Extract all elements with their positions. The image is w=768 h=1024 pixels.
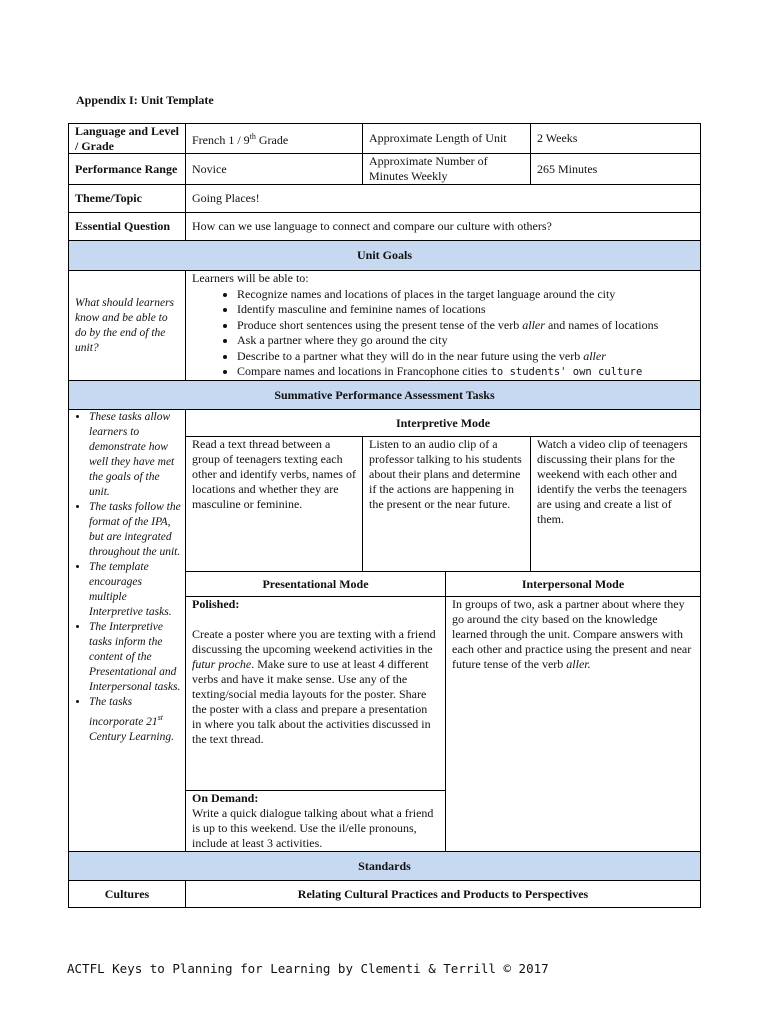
length-label: Approximate Length of Unit: [369, 131, 507, 145]
cultures-label-cell: [68, 880, 186, 908]
goal-item: • Recognize names and locations of places in the target language around the city: [237, 287, 694, 303]
cultures-value: Relating Cultural Practices and Products to Perspectives: [297, 886, 589, 901]
minutes-value-cell: [530, 153, 701, 185]
question-label-cell: [68, 212, 186, 241]
minutes-label-cell: [362, 153, 531, 185]
language-label: Language and Level / Grade: [75, 123, 180, 153]
minutes-value: 265 Minutes: [537, 161, 598, 176]
goal-item: • Compare names and locations in Francophone cities to students' own culture: [237, 364, 694, 381]
summative-notes-cell: [68, 409, 186, 852]
performance-value: Novice: [192, 161, 227, 176]
minutes-label: Approximate Number of Minutes Weekly: [369, 154, 488, 183]
ondemand-cell: [185, 790, 446, 852]
language-value-cell: [185, 123, 363, 154]
note-item: • The tasks incorporate 21st Century Learning.: [89, 695, 181, 745]
goals-list-cell: [185, 270, 701, 381]
page-title: Appendix I: Unit Template: [76, 93, 214, 107]
cultures-value-cell: [185, 880, 701, 908]
interpersonal-cell: [445, 596, 701, 852]
goal-item: • Describe to a partner what they will do in the near future using the verb aller: [237, 349, 694, 365]
length-value-cell: [530, 123, 701, 154]
standards-header: Standards: [68, 851, 701, 881]
note-item: • These tasks allow learners to demonstrate how well they have met the goals of the unit.: [89, 410, 181, 500]
goal-item: • Ask a partner where they go around the city: [237, 333, 694, 349]
length-value: 2 Weeks: [537, 131, 578, 145]
ondemand-label: On Demand:: [192, 791, 259, 805]
interpretive-task-2: Listen to an audio clip of a professor talking to his students about their plans and determine if the actions are happening in the present or the near future.: [362, 436, 531, 572]
summative-notes: [73, 410, 181, 745]
question-label: Essential Question: [75, 219, 171, 233]
language-value: French 1 / 9th Grade: [192, 132, 289, 147]
ondemand-text: Write a quick dialogue talking about what a friend is up to this weekend. Use the il/elle pronouns, include at least 3 activities.: [192, 806, 434, 850]
note-item: • The tasks follow the format of the IPA, but are integrated throughout the unit.: [89, 500, 181, 560]
performance-value-cell: [185, 153, 363, 185]
polished-label: Polished:: [192, 597, 240, 611]
interpretive-task-1: Read a text thread between a group of teenagers texting each other and identify verbs, names of locations and whether they are masculine or feminine.: [185, 436, 363, 572]
note-item: • The Interpretive tasks inform the content of the Presentational and Interpersonal tasks.: [89, 620, 181, 695]
summative-header: Summative Performance Assessment Tasks: [68, 380, 701, 410]
language-label-cell: [68, 123, 186, 154]
theme-value-cell: [185, 184, 701, 213]
question-value: How can we use language to connect and compare our culture with others?: [192, 219, 552, 233]
theme-label-cell: [68, 184, 186, 213]
length-label-cell: [362, 123, 531, 154]
polished-text: Create a poster where you are texting with a friend discussing the upcoming weekend activities in the futur proche. Make sure to use at least 4 different verbs and have it make sense. Use any of the texting/social media layouts for the poster. Share the poster with a class and prepare a presentation in where you talk about the activities discussed in the text thread.: [192, 627, 436, 746]
unit-goals-header: Unit Goals: [68, 240, 701, 271]
goal-item: • Identify masculine and feminine names of locations: [237, 302, 694, 318]
performance-label-cell: [68, 153, 186, 185]
goals-prompt-cell: [68, 270, 186, 381]
goals-list: [192, 287, 694, 381]
cultures-label: Cultures: [104, 886, 150, 901]
goals-intro: Learners will be able to:: [192, 271, 309, 285]
interpersonal-text: In groups of two, ask a partner about where they go around the city based on the knowledge learned through the unit. Compare answers with each other and practice using the present and near future tense of the verb aller.: [452, 597, 692, 671]
presentational-header: Presentational Mode: [185, 571, 446, 597]
interpretive-header: Interpretive Mode: [185, 409, 701, 437]
question-value-cell: [185, 212, 701, 241]
polished-cell: [185, 596, 446, 791]
interpersonal-header: Interpersonal Mode: [445, 571, 701, 597]
goals-prompt: What should learners know and be able to do by the end of the unit?: [75, 296, 175, 354]
goal-item: • Produce short sentences using the present tense of the verb aller and names of locations: [237, 318, 694, 334]
note-item: • The template encourages multiple Interpretive tasks.: [89, 560, 181, 620]
page-footer: ACTFL Keys to Planning for Learning by Clementi & Terrill © 2017: [67, 961, 549, 976]
performance-label: Performance Range: [75, 161, 178, 176]
interpretive-task-3: Watch a video clip of teenagers discussing their plans for the weekend with each other and identify the verbs the teenagers are using and create a list of them.: [530, 436, 701, 572]
theme-value: Going Places!: [192, 191, 260, 205]
theme-label: Theme/Topic: [75, 191, 142, 205]
